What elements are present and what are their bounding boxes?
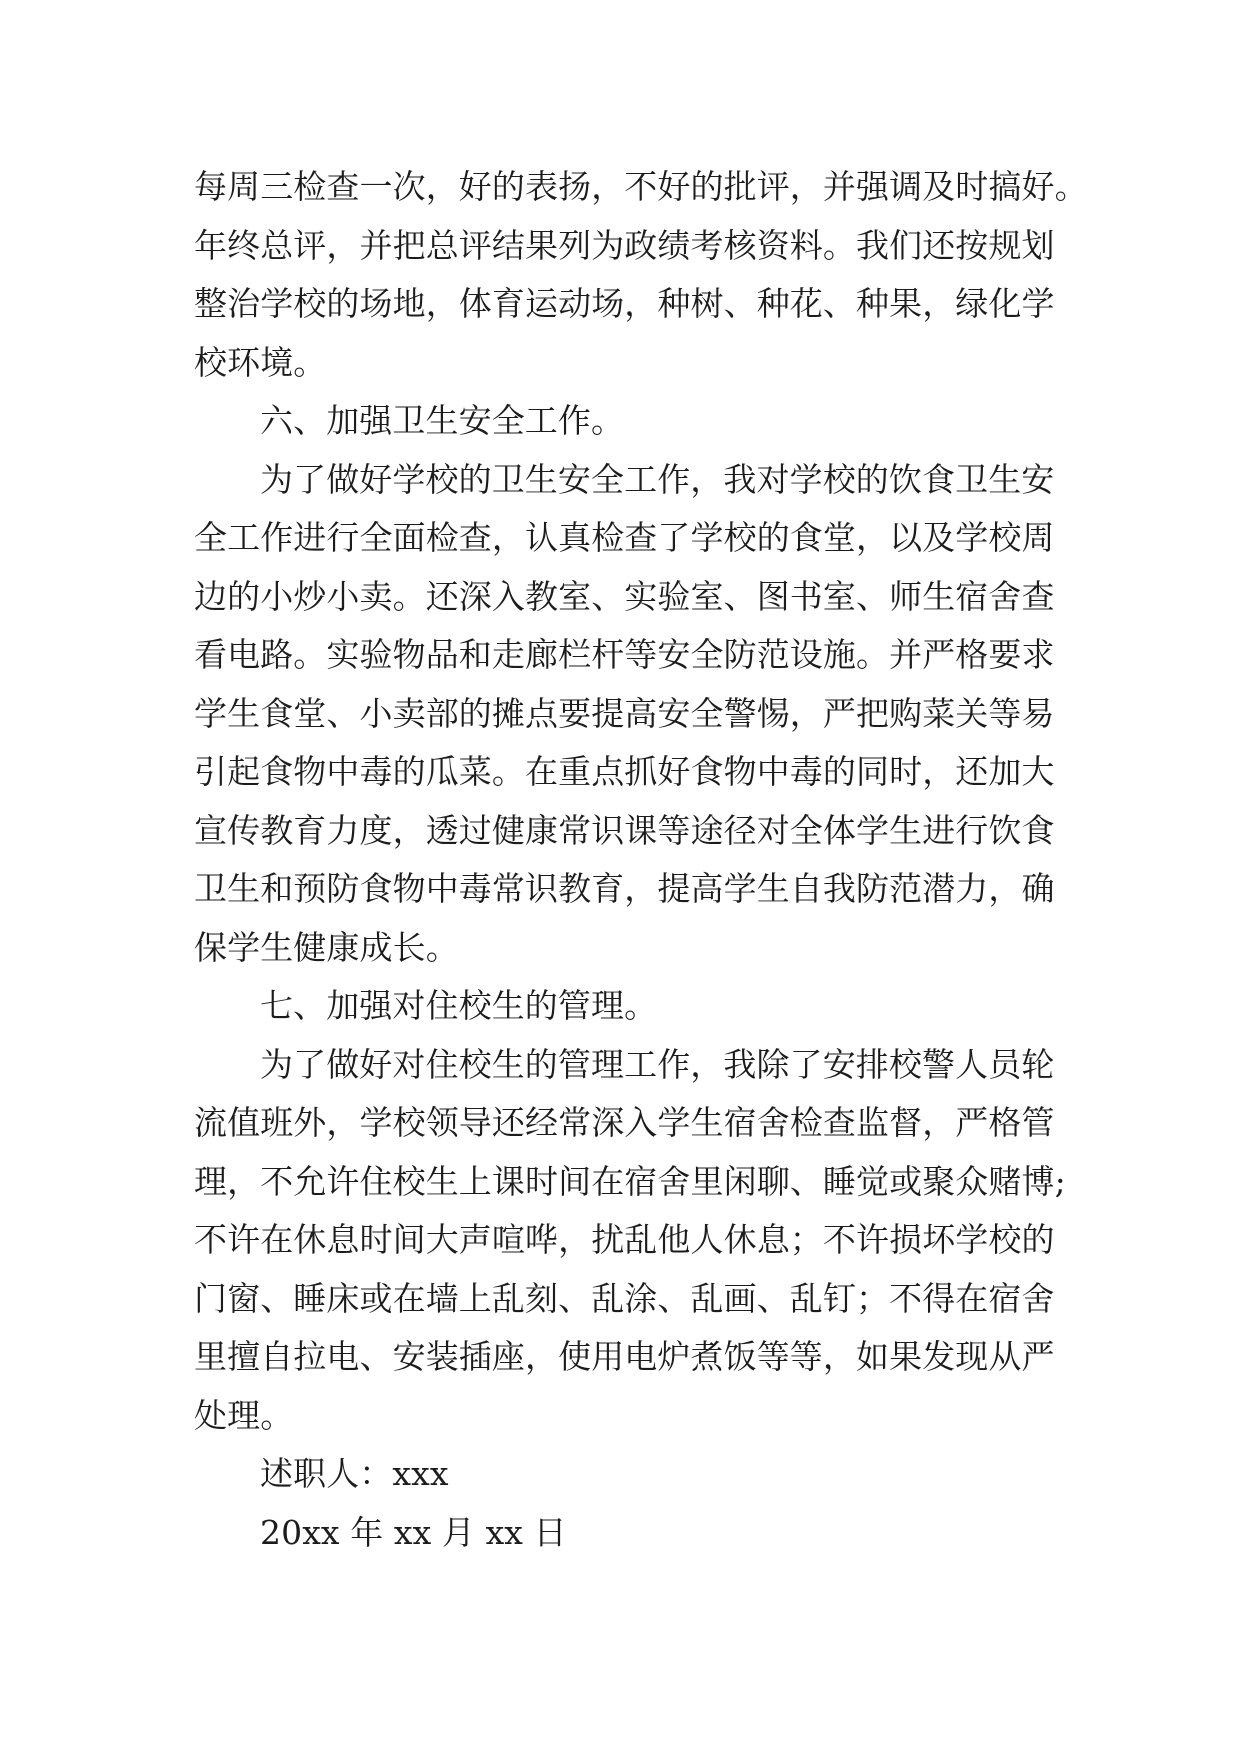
text-line: 卫生和预防食物中毒常识教育，提高学生自我防范潜力，确	[194, 869, 1055, 908]
text-line: 理，不允许住校生上课时间在宿舍里闲聊、睡觉或聚众赌博;	[194, 1161, 1066, 1201]
text-line: 引起食物中毒的瓜菜。在重点抓好食物中毒的同时，还加大	[194, 752, 1055, 791]
section-heading-six: 六、加强卫生安全工作。	[260, 401, 625, 440]
text-line: 全工作进行全面检查，认真检查了学校的食堂，以及学校周	[194, 518, 1055, 557]
text-line: 整治学校的场地，体育运动场，种树、种花、种果，绿化学	[194, 284, 1055, 323]
text-line: 不许在休息时间大声喧哗，扰乱他人休息；不许损坏学校的	[194, 1220, 1055, 1259]
text-line: 为了做好对住校生的管理工作，我除了安排校警人员轮	[260, 1044, 1055, 1084]
section-heading-seven: 七、加强对住校生的管理。	[260, 986, 658, 1025]
text-line: 看电路。实验物品和走廊栏杆等安全防范设施。并严格要求	[194, 635, 1055, 674]
document-body	[194, 158, 1088, 1562]
text-line: 学生食堂、小卖部的摊点要提高安全警惕，严把购菜关等易	[194, 693, 1055, 733]
text-line: 流值班外，学校领导还经常深入学生宿舍检查监督，严格管	[194, 1103, 1055, 1142]
text-line: 校环境。	[194, 342, 327, 382]
reporter-signature: 述职人：xxx	[260, 1454, 449, 1493]
text-line: 保学生健康成长。	[194, 927, 459, 967]
text-line: 里擅自拉电、安装插座，使用电炉煮饭等等，如果发现从严	[194, 1337, 1055, 1376]
text-line: 每周三检查一次，好的表扬，不好的批评，并强调及时搞好。	[194, 167, 1088, 206]
document-date: 20xx 年 xx 月 xx 日	[260, 1512, 567, 1552]
text-line: 宣传教育力度，透过健康常识课等途径对全体学生进行饮食	[194, 810, 1055, 850]
text-line: 为了做好学校的卫生安全工作，我对学校的饮食卫生安	[260, 459, 1055, 499]
text-line: 门窗、睡床或在墙上乱刻、乱涂、乱画、乱钉；不得在宿舍	[194, 1278, 1055, 1318]
text-line: 边的小炒小卖。还深入教室、实验室、图书室、师生宿舍查	[194, 576, 1055, 616]
text-line: 年终总评，并把总评结果列为政绩考核资料。我们还按规划	[194, 225, 1055, 265]
text-line: 处理。	[194, 1395, 294, 1435]
